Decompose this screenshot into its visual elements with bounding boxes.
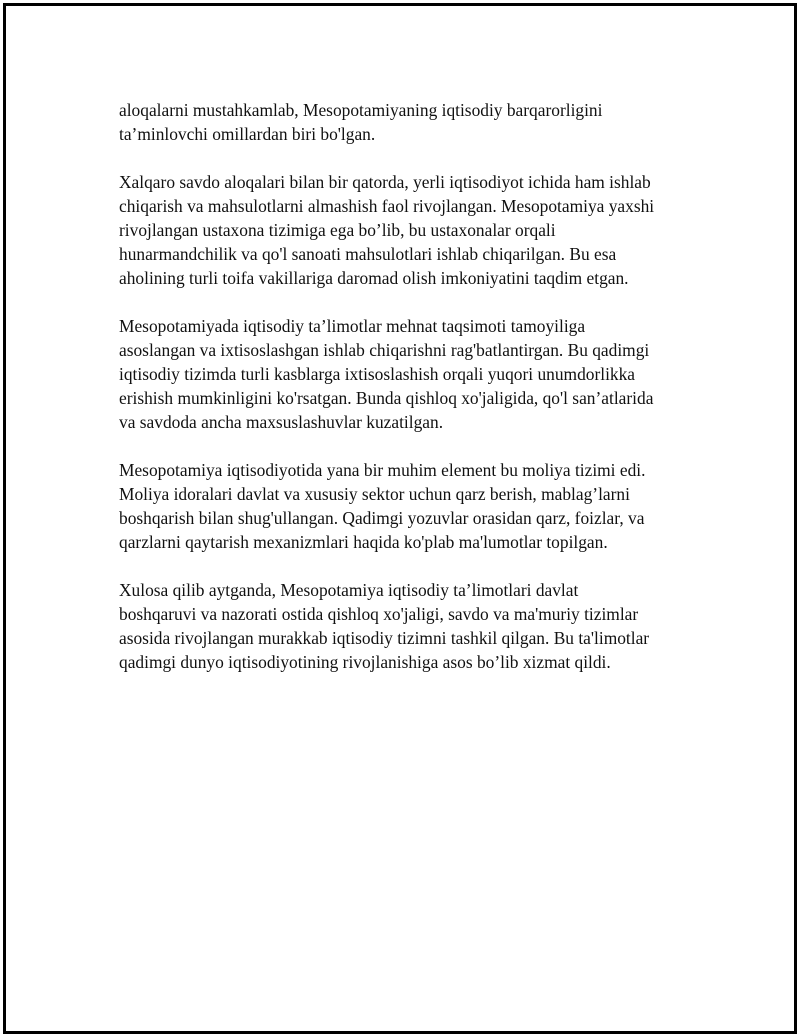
text-line: qarzlarni qaytarish mexanizmlari haqida ko'plab ma'lumotlar topilgan. bbox=[119, 532, 608, 552]
paragraph-1 bbox=[119, 98, 699, 146]
text-line: asosida rivojlangan murakkab iqtisodiy tizimni tashkil qilgan. Bu ta'limotlar bbox=[119, 628, 650, 648]
paragraph-2 bbox=[119, 170, 699, 290]
text-line: Mesopotamiya iqtisodiyotida yana bir muhim element bu moliya tizimi edi. bbox=[119, 460, 646, 480]
paragraph-4 bbox=[119, 458, 699, 554]
text-line: asoslangan va ixtisoslashgan ishlab chiqarishni rag'batlantirgan. Bu qadimgi bbox=[119, 340, 650, 360]
text-line: aholining turli toifa vakillariga daromad olish imkoniyatini taqdim etgan. bbox=[119, 268, 629, 288]
text-line: Mesopotamiyada iqtisodiy ta’limotlar mehnat taqsimoti tamoyiliga bbox=[119, 316, 586, 336]
document-body bbox=[119, 98, 699, 698]
paragraph-5 bbox=[119, 578, 699, 674]
text-line: hunarmandchilik va qo'l sanoati mahsulotlari ishlab chiqarilgan. Bu esa bbox=[119, 244, 617, 264]
text-line: Xulosa qilib aytganda, Mesopotamiya iqtisodiy ta’limotlari davlat bbox=[119, 580, 579, 600]
text-line: qadimgi dunyo iqtisodiyotining rivojlanishiga asos bo’lib xizmat qildi. bbox=[119, 652, 611, 672]
page-frame bbox=[3, 3, 797, 1034]
text-line: aloqalarni mustahkamlab, Mesopotamiyaning iqtisodiy barqarorligini bbox=[119, 100, 603, 120]
text-line: ta’minlovchi omillardan biri bo'lgan. bbox=[119, 124, 376, 144]
text-line: boshqaruvi va nazorati ostida qishloq xo'jaligi, savdo va ma'muriy tizimlar bbox=[119, 604, 639, 624]
text-line: va savdoda ancha maxsuslashuvlar kuzatilgan. bbox=[119, 412, 444, 432]
text-line: chiqarish va mahsulotlarni almashish faol rivojlangan. Mesopotamiya yaxshi bbox=[119, 196, 655, 216]
text-line: erishish mumkinligini ko'rsatgan. Bunda qishloq xo'jaligida, qo'l san’atlarida bbox=[119, 388, 654, 408]
paragraph-3 bbox=[119, 314, 699, 434]
text-line: Moliya idoralari davlat va xususiy sektor uchun qarz berish, mablag’larni bbox=[119, 484, 630, 504]
text-line: rivojlangan ustaxona tizimiga ega bo’lib, bu ustaxonalar orqali bbox=[119, 220, 556, 240]
text-line: Xalqaro savdo aloqalari bilan bir qatorda, yerli iqtisodiyot ichida ham ishlab bbox=[119, 172, 651, 192]
text-line: boshqarish bilan shug'ullangan. Qadimgi yozuvlar orasidan qarz, foizlar, va bbox=[119, 508, 645, 528]
text-line: iqtisodiy tizimda turli kasblarga ixtisoslashish orqali yuqori unumdorlikka bbox=[119, 364, 636, 384]
